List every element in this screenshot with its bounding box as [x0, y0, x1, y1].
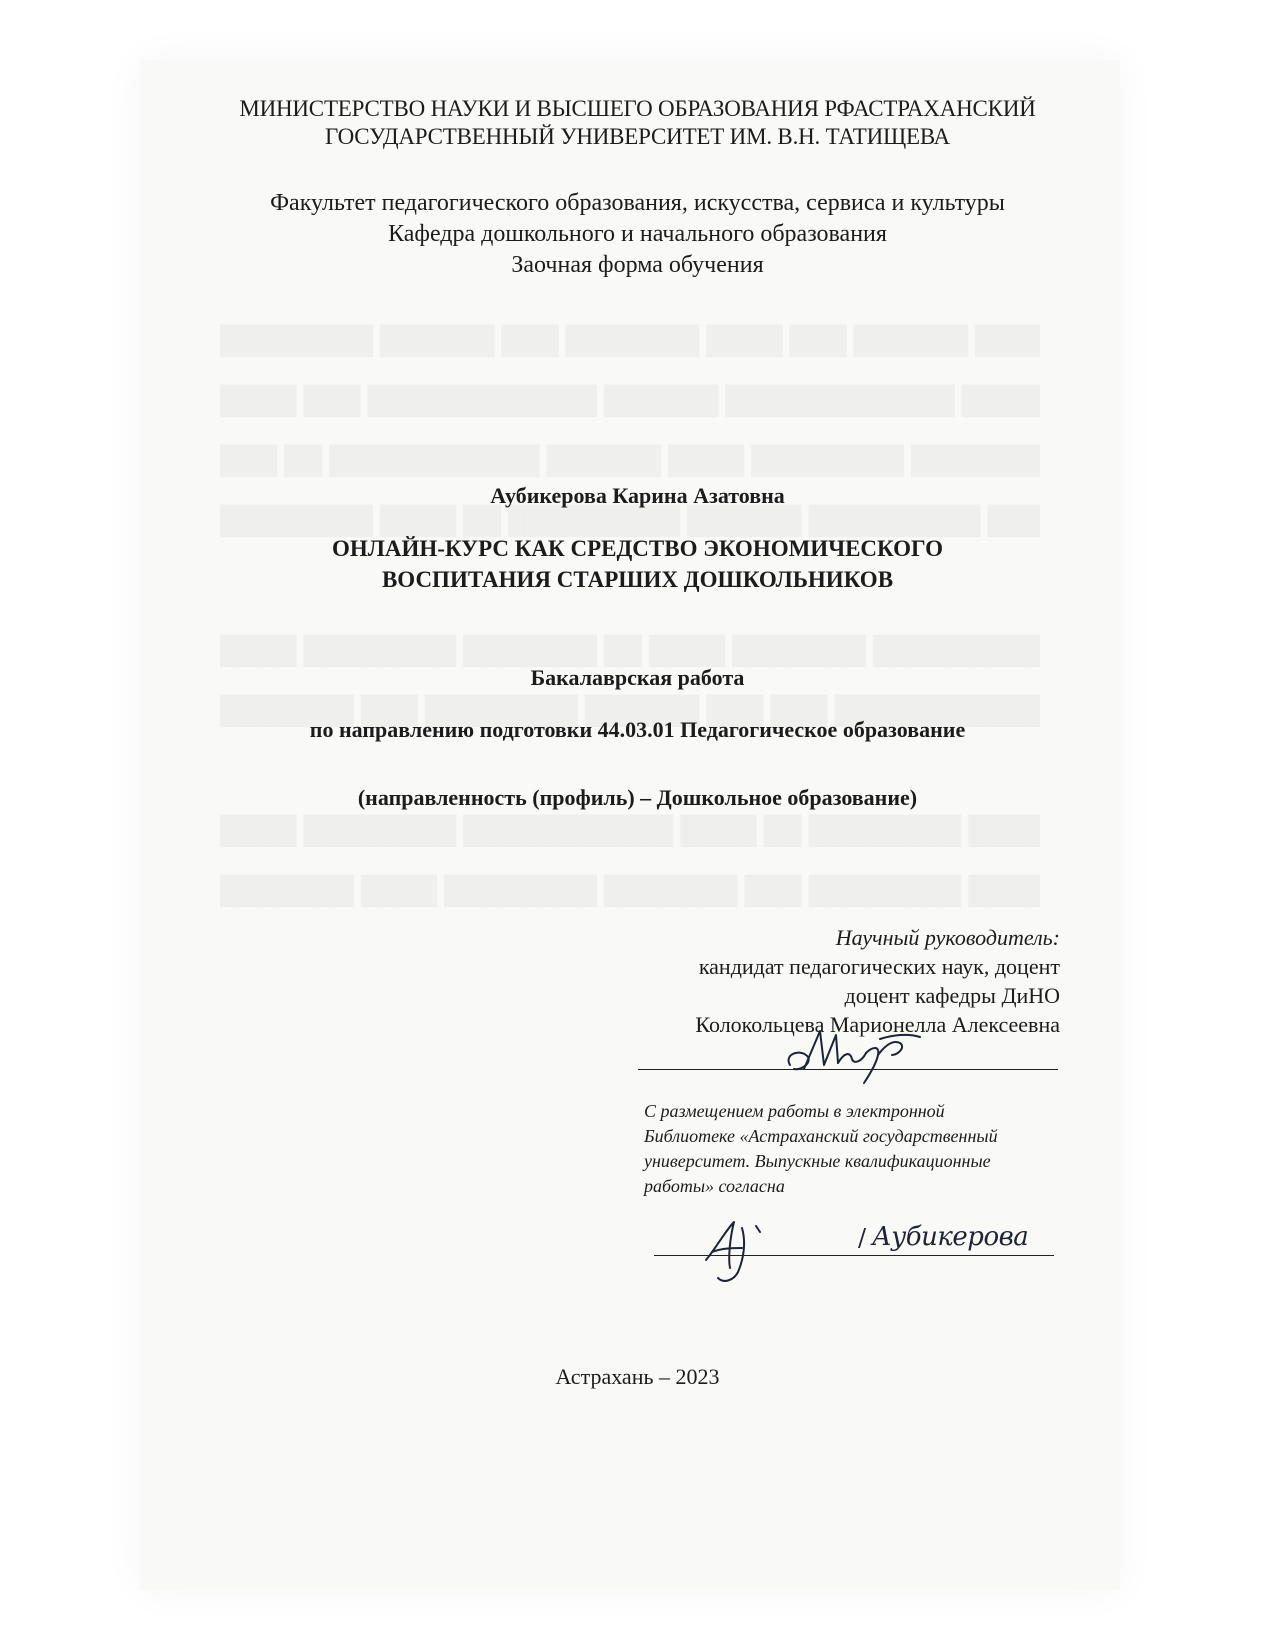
ministry-header — [0, 95, 1275, 151]
consent-line-2: Библиотеке «Астраханский государственный — [644, 1126, 998, 1146]
supervisor-position: доцент кафедры ДиНО — [844, 983, 1060, 1008]
consent-line-1: С размещением работы в электронной — [644, 1101, 945, 1121]
study-profile: (направленность (профиль) – Дошкольное образование) — [357, 785, 918, 810]
supervisor-block — [695, 923, 1060, 1039]
supervisor-name: Колокольцева Марионелла Алексеевна — [695, 1012, 1060, 1037]
bleed-through-text — [220, 430, 1040, 490]
thesis-title-line-2: ВОСПИТАНИЯ СТАРШИХ ДОШКОЛЬНИКОВ — [381, 567, 894, 592]
bleed-through-text — [220, 860, 1040, 920]
consent-line-3: университет. Выпускные квалификационные — [644, 1151, 991, 1171]
thesis-title — [0, 533, 1275, 595]
supervisor-degree: кандидат педагогических наук, доцент — [698, 954, 1060, 979]
bleed-through-text — [220, 370, 1040, 430]
study-form: Заочная форма обучения — [511, 252, 764, 278]
bleed-through-text — [220, 310, 1040, 370]
work-type: Бакалаврская работа — [530, 665, 745, 690]
faculty-name: Факультет педагогического образования, искусства, сервиса и культуры — [270, 190, 1005, 216]
consent-line-4: работы» согласна — [644, 1176, 785, 1196]
signature-separator: / — [858, 1224, 867, 1252]
city-year: Астрахань – 2023 — [555, 1364, 720, 1389]
library-consent — [644, 1099, 1084, 1199]
faculty-block — [0, 188, 1275, 281]
document-page — [140, 60, 1120, 1590]
study-direction: по направлению подготовки 44.03.01 Педагогическое образование — [309, 717, 966, 742]
author-name: Аубикерова Карина Азатовна — [490, 483, 785, 508]
department-name: Кафедра дошкольного и начального образования — [388, 221, 887, 247]
thesis-title-line-1: ОНЛАЙН-КУРС КАК СРЕДСТВО ЭКОНОМИЧЕСКОГО — [332, 536, 943, 561]
ministry-line-2: ГОСУДАРСТВЕННЫЙ УНИВЕРСИТЕТ ИМ. В.Н. ТАТИЩЕВА — [325, 124, 950, 149]
supervisor-signature — [780, 1025, 930, 1085]
student-signature — [700, 1218, 790, 1288]
supervisor-label: Научный руководитель: — [835, 925, 1060, 950]
ministry-line-1: МИНИСТЕРСТВО НАУКИ И ВЫСШЕГО ОБРАЗОВАНИЯ РФАСТРАХАНСКИЙ — [239, 96, 1036, 121]
student-name-handwritten: Аубикерова — [872, 1222, 1029, 1252]
